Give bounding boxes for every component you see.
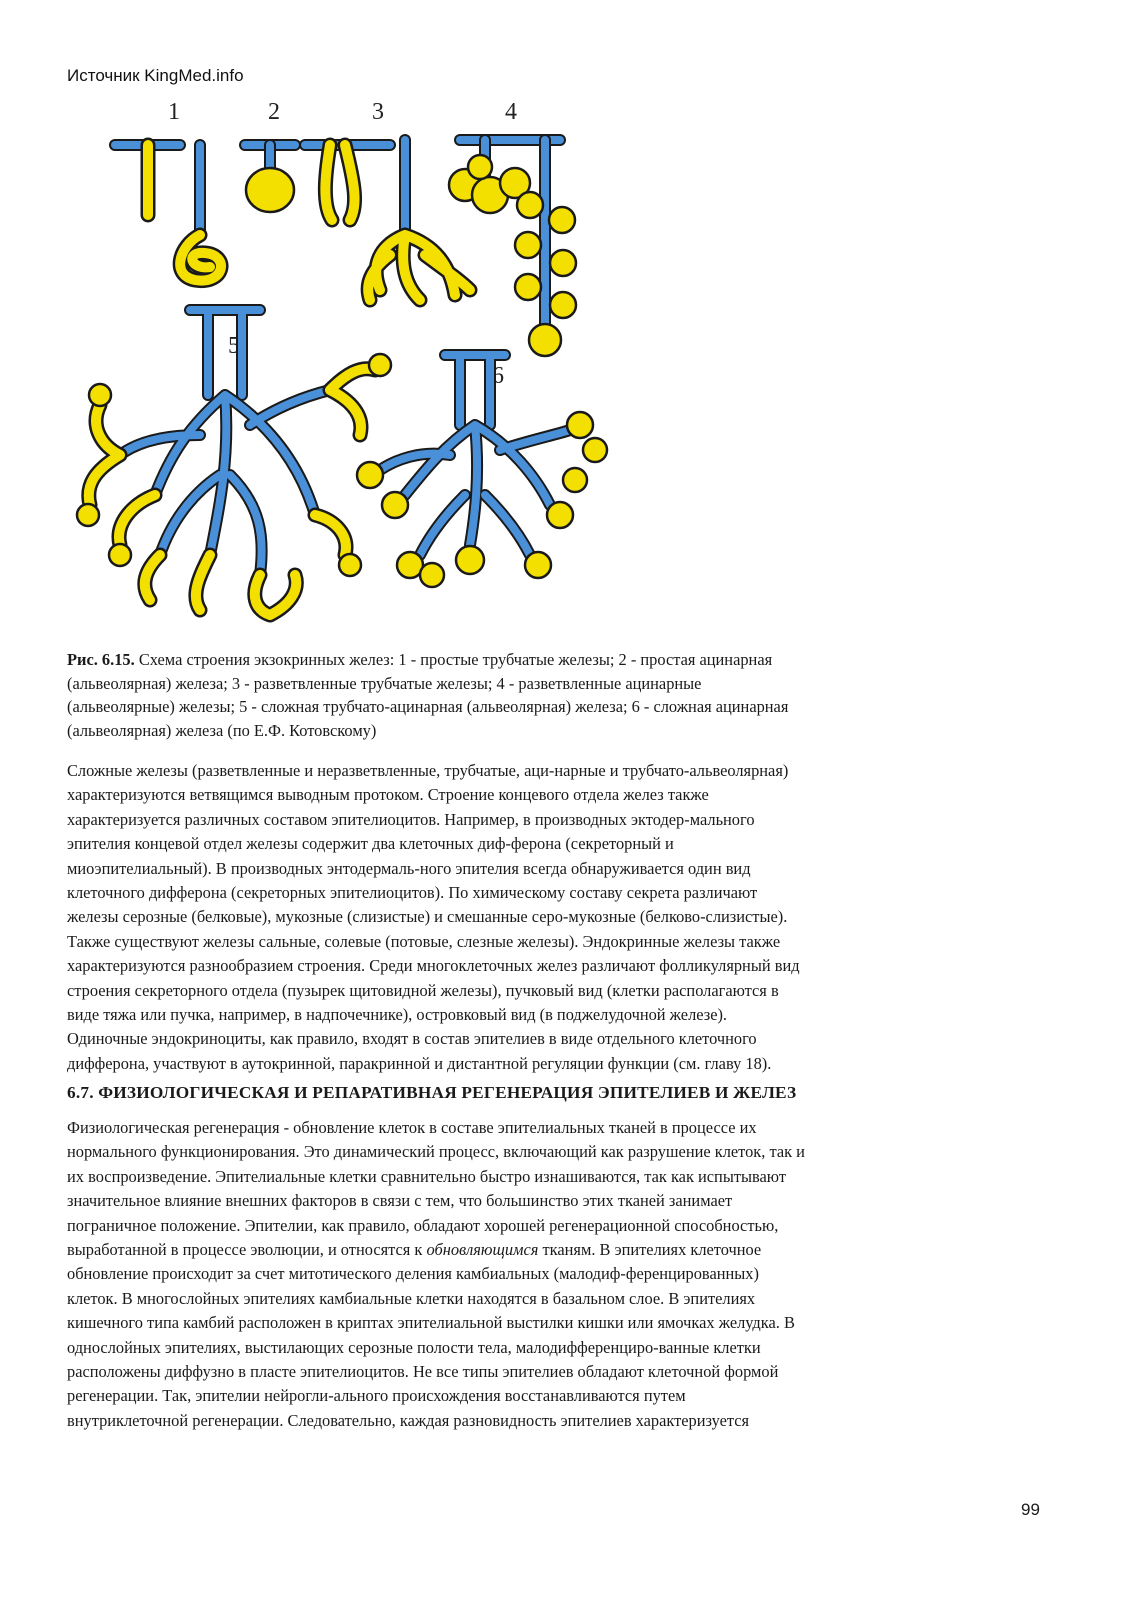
branched-acinar-glands: [449, 140, 576, 356]
paragraph-line: [67, 1238, 1067, 1262]
paragraph-line: железы серозные (белковые), мукозные (слизистые) и смешанные серо-мукозные (белково-слизистые).: [67, 907, 788, 927]
paragraph-line: Сложные железы (разветвленные и неразветвленные, трубчатые, аци-нарные и трубчато-альвеолярная): [67, 761, 789, 780]
paragraph-line: характеризуются ветвящимся выводным протоком. Строение концевого отдела желез также: [67, 785, 709, 805]
figure-number-3: 3: [372, 99, 384, 125]
gland-diagram-figure: [60, 95, 620, 625]
figure-number-2: 2: [268, 99, 280, 125]
paragraph-line: их воспроизведение. Эпителиальные клетки сравнительно быстро изнашиваются, так как испытывают: [67, 1166, 786, 1186]
caption-line: Схема строения экзокринных желез: 1 - простые трубчатые железы; 2 - простая ацинарная: [134, 650, 773, 669]
branched-tubular-glands: [305, 140, 470, 300]
paragraph-line: внутриклеточной регенерации. Следовательно, каждая разновидность эпителиев характеризуется: [67, 1410, 750, 1430]
source-label: Источник KingMed.info: [67, 66, 244, 85]
figure-number-4: 4: [505, 99, 517, 125]
paragraph-line: строения секреторного отдела (пузырек щитовидной железы), пучковый вид (клетки располагаются в: [67, 980, 779, 1000]
paragraph-line: нормального функционирования. Это динамический процесс, включающий как разрушение клеток, так и: [67, 1142, 805, 1162]
paragraph-line: миоэпителиальный). В производных энтодермаль-ного эпителия всегда обнаруживается один вид: [67, 858, 751, 878]
page-number: 99: [1021, 1500, 1040, 1519]
figure-number-5: 5: [228, 333, 240, 359]
simple-tubular-glands: [115, 145, 221, 281]
paragraph-line: регенерации. Так, эпителии нейрогли-ального происхождения восстанавливаются путем: [67, 1386, 686, 1406]
compound-acinar-gland: [357, 355, 607, 587]
caption-label: Рис. 6.15.: [67, 650, 135, 669]
caption-line: (альвеолярная) железа; 3 - разветвленные трубчатые железы; 4 - разветвленные ацинарные: [67, 673, 702, 693]
paragraph-line: клеток. В многослойных эпителиях камбиальные клетки находятся в базальном слое. В эпителиях: [67, 1288, 756, 1308]
paragraph-line: однослойных эпителиях, выстилающих серозные полости тела, малодифференциро-ванные клетки: [67, 1337, 761, 1357]
text-run: тканям. В эпителиях клеточное: [538, 1240, 762, 1260]
caption-line: (альвеолярная) железа (по Е.Ф. Котовскому): [67, 720, 377, 740]
paragraph-line: виде тяжа или пучка, например, в надпочечнике), островковый вид (в поджелудочной железе).: [67, 1005, 728, 1025]
paragraph-line: кишечного типа камбий расположен в криптах эпителиальной выстилки кишки или ямочках желудка. В: [67, 1313, 795, 1333]
paragraph-line: расположены диффузно в пласте эпителиоцитов. Не все типы эпителиев обладают клеточной формой: [67, 1362, 779, 1382]
paragraph-line: значительное влияние внешних факторов в связи с тем, что большинство этих тканей занимает: [67, 1191, 733, 1211]
paragraph-line: Одиночные эндокриноциты, как правило, входят в состав эпителиев в виде отдельного клеточного: [67, 1029, 757, 1049]
section-heading: 6.7. ФИЗИОЛОГИЧЕСКАЯ И РЕПАРАТИВНАЯ РЕГЕНЕРАЦИЯ ЭПИТЕЛИЕВ И ЖЕЛЕЗ: [67, 1083, 797, 1102]
paragraph-line: характеризуются разнообразием строения. Среди многоклеточных желез различают фолликулярный вид: [67, 956, 800, 976]
text-run: выработанной в процессе эволюции, и относятся к: [67, 1240, 427, 1260]
paragraph-compound-glands: [67, 759, 1067, 1076]
caption-line: (альвеолярные) железы; 5 - сложная трубчато-ацинарная (альвеолярная) железа; 6 - сложная ацинарная: [67, 697, 789, 716]
paragraph-line: дифферона, участвуют в аутокринной, паракринной и дистантной регуляции функции (см. главу 18).: [67, 1053, 772, 1073]
gland-diagram-svg: [60, 95, 620, 625]
paragraph-line: клеточного дифферона (секреторных эпителиоцитов). По химическому составу секрета различают: [67, 883, 758, 903]
figure-caption: [67, 648, 1057, 742]
simple-acinar-gland: [245, 145, 295, 212]
paragraph-line: обновление происходит за счет митотического деления камбиальных (малодиф-ференцированных): [67, 1264, 759, 1284]
paragraph-regeneration: [67, 1116, 1067, 1433]
italic-term: обновляющимся: [426, 1240, 539, 1260]
paragraph-line: Также существуют железы сальные, солевые (потовые, слезные железы). Эндокринные железы также: [67, 931, 781, 951]
paragraph-line: пограничное положение. Эпителии, как правило, обладают хорошей регенерационной способностью,: [67, 1215, 779, 1235]
paragraph-line: характеризуется различных составом эпителиоцитов. Например, в производных эктодер-мального: [67, 809, 755, 829]
paragraph-line: Физиологическая регенерация - обновление клеток в составе эпителиальных тканей в процессе их: [67, 1118, 757, 1137]
figure-number-1: 1: [168, 99, 180, 125]
paragraph-line: эпителия концевой отдел железы содержит два клеточных диф-ферона (секреторный и: [67, 834, 674, 854]
figure-number-6: 6: [492, 363, 504, 389]
